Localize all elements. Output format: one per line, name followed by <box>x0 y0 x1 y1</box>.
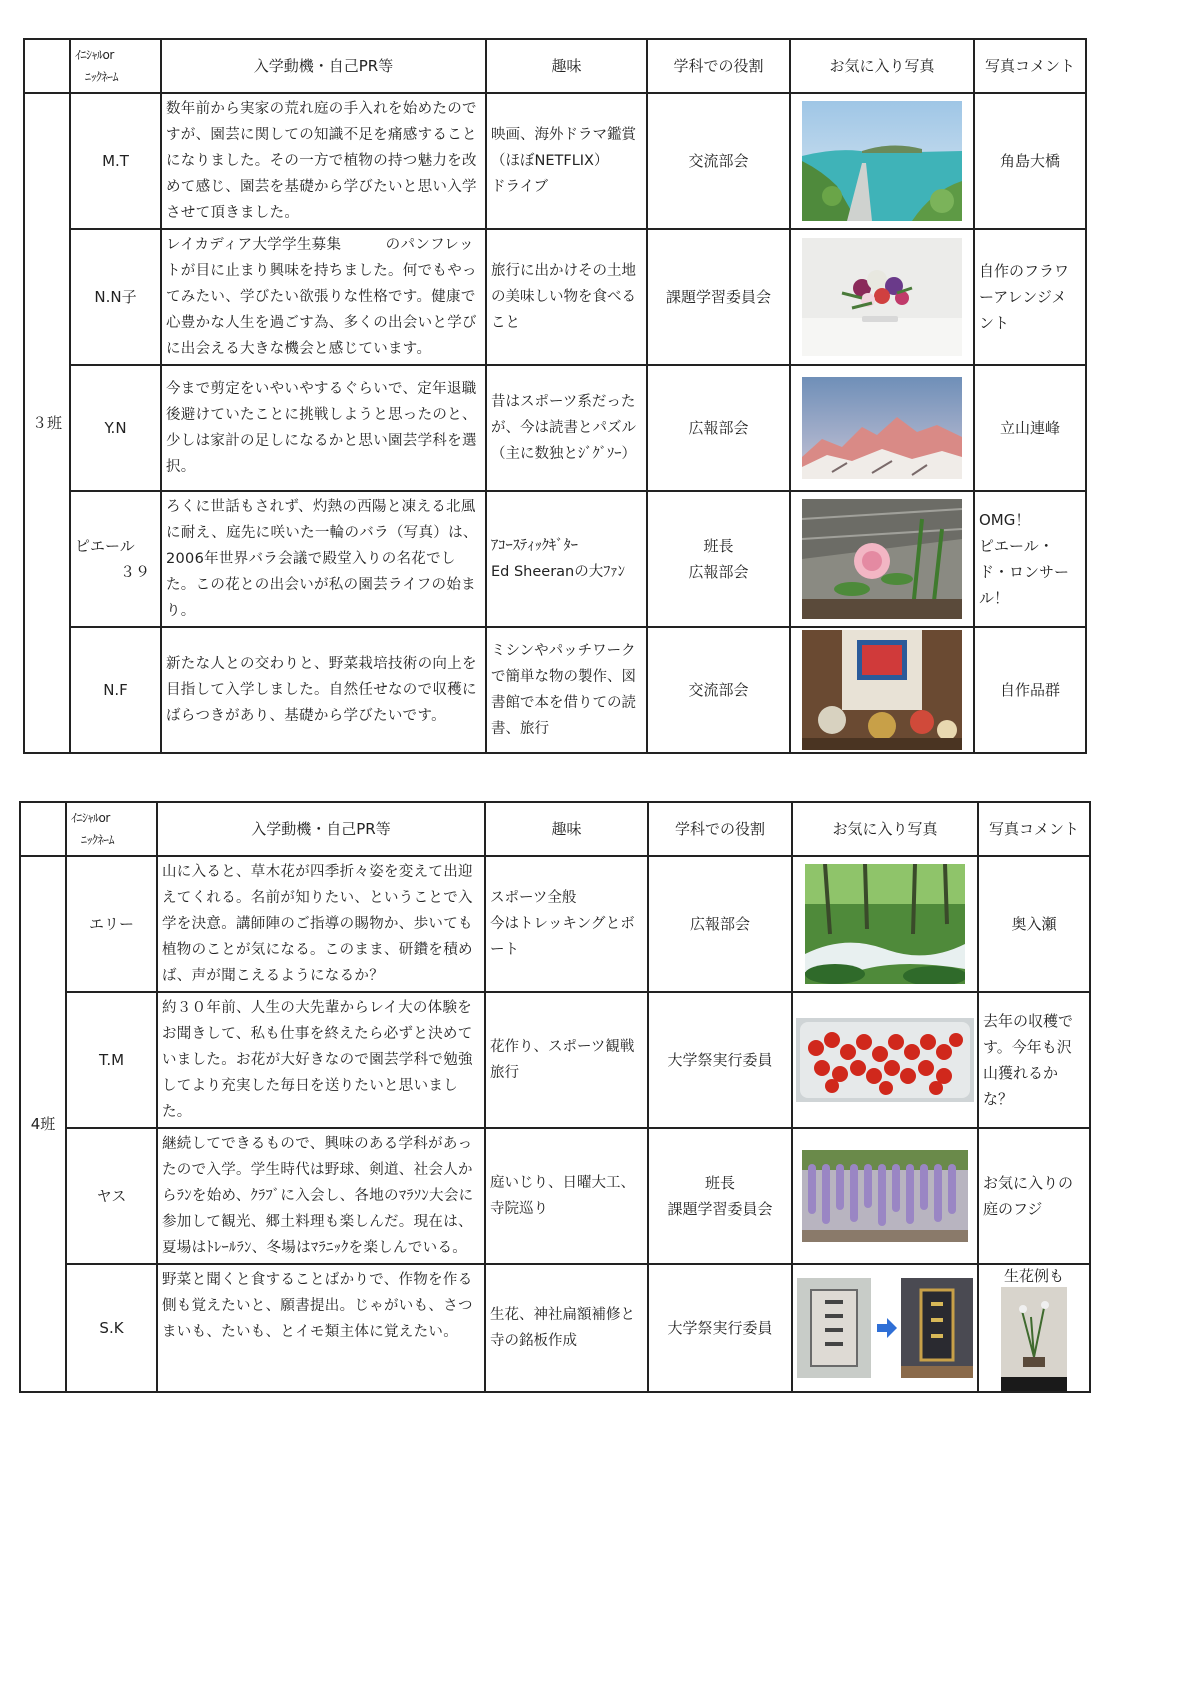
photo-cell <box>790 365 974 491</box>
shrine-plaques-photo <box>795 1276 975 1380</box>
table-row <box>20 992 1090 1128</box>
header-photo: お気に入り写真 <box>790 39 974 93</box>
photo-cell <box>790 93 974 229</box>
member-name: S.K <box>66 1264 157 1392</box>
member-hobby: 旅行に出かけその土地の美味しい物を食べること <box>486 229 647 365</box>
member-name: ピエール ３９ <box>70 491 161 627</box>
member-role: 広報部会 <box>647 365 790 491</box>
member-pr: 今まで剪定をいやいやするぐらいで、定年退職後避けていたことに挑戦しようと思ったのと、少しは家計の足しになるかと思い園芸学科を選択。 <box>161 365 486 491</box>
member-name: T.M <box>66 992 157 1128</box>
header-hobby: 趣味 <box>486 39 647 93</box>
header-pr: 入学動機・自己PR等 <box>157 802 485 856</box>
member-hobby: 庭いじり、日曜大工、寺院巡り <box>485 1128 648 1264</box>
header-role: 学科での役割 <box>648 802 792 856</box>
table-row <box>24 229 1086 365</box>
table-row <box>24 93 1086 229</box>
member-role: 班長 広報部会 <box>647 491 790 627</box>
member-name: N.N子 <box>70 229 161 365</box>
member-name: エリー <box>66 856 157 992</box>
member-role: 広報部会 <box>648 856 792 992</box>
handmade-crafts-photo <box>802 630 962 750</box>
member-role: 交流部会 <box>647 93 790 229</box>
member-comment: 奥入瀬 <box>978 856 1090 992</box>
photo-cell <box>792 992 978 1128</box>
member-comment: OMG！ ピエール・ド・ロンサール！ <box>974 491 1086 627</box>
group-name: ３班 <box>24 93 70 753</box>
photo-cell <box>792 1264 978 1392</box>
photo-cell <box>978 1264 1090 1392</box>
table-row <box>20 1128 1090 1264</box>
member-comment: 去年の収穫です。今年も沢山獲れるかな？ <box>978 992 1090 1128</box>
member-role: 交流部会 <box>647 627 790 753</box>
header-row <box>24 39 1086 93</box>
member-pr: 約３０年前、人生の大先輩からレイ大の体験をお聞きして、私も仕事を終えたら必ずと決めていました。お花が大好きなので園芸学科で勉強してより充実した毎日を送りたいと思いました。 <box>157 992 485 1128</box>
group4-table <box>19 801 1091 1393</box>
arrow-right-icon <box>877 1318 897 1338</box>
header-blank <box>20 802 66 856</box>
member-hobby: ｱｺｰｽﾃｨｯｸｷﾞﾀｰ Ed Sheeranの大ﾌｧﾝ <box>486 491 647 627</box>
photo-cell <box>790 627 974 753</box>
header-blank <box>24 39 70 93</box>
member-pr: ろくに世話もされず、灼熱の西陽と凍える北風に耐え、庭先に咲いた一輪のバラ（写真）は、2006年世界バラ会議で殿堂入りの名花でした。この花との出会いが私の園芸ライフの始まり。 <box>161 491 486 627</box>
header-role: 学科での役割 <box>647 39 790 93</box>
member-name: M.T <box>70 93 161 229</box>
header-row <box>20 802 1090 856</box>
ikebana-photo <box>1001 1287 1067 1391</box>
member-hobby: 花作り、スポーツ観戦 旅行 <box>485 992 648 1128</box>
header-comment: 写真コメント <box>974 39 1086 93</box>
flower-arrangement-photo <box>802 238 962 356</box>
header-initial: ｲﾆｼｬﾙor ﾆｯｸﾈｰﾑ <box>66 802 157 856</box>
member-name: N.F <box>70 627 161 753</box>
table-row <box>20 1264 1090 1392</box>
member-hobby: スポーツ全般 今はトレッキングとボート <box>485 856 648 992</box>
group3-table <box>23 38 1087 754</box>
member-comment: 自作のフラワーアレンジメント <box>974 229 1086 365</box>
group-name: 4班 <box>20 856 66 1392</box>
table-row <box>24 491 1086 627</box>
header-comment: 写真コメント <box>978 802 1090 856</box>
member-comment: 角島大橋 <box>974 93 1086 229</box>
member-pr: 継続してできるもので、興味のある学科があったので入学。学生時代は野球、剣道、社会人からﾗﾝを始め、ｸﾗﾌﾞに入会し、各地のﾏﾗｿﾝ大会に参加して観光、郷土料理も楽しんだ。現在は、夏場はﾄﾚｰﾙﾗﾝ、冬場はﾏﾗﾆｯｸを楽しんでいる。 <box>157 1128 485 1264</box>
member-pr: 新たな人との交わりと、野菜栽培技術の向上を目指して入学しました。自然任せなので収穫にばらつきがあり、基礎から学びたいです。 <box>161 627 486 753</box>
photo-cell <box>790 229 974 365</box>
member-pr: 数年前から実家の荒れ庭の手入れを始めたのですが、園芸に関しての知識不足を痛感することになりました。その一方で植物の持つ魅力を改めて感じ、園芸を基礎から学びたいと思い入学させて頂きました。 <box>161 93 486 229</box>
member-comment: お気に入りの庭のフジ <box>978 1128 1090 1264</box>
mountain-stream-photo <box>805 864 965 984</box>
header-hobby: 趣味 <box>485 802 648 856</box>
member-pr: 野菜と聞くと食することばかりで、作物を作る側も覚えたいと、願書提出。じゃがいも、さつまいも、たいも、とイモ類主体に覚えたい。 <box>157 1264 485 1392</box>
table-row <box>20 856 1090 992</box>
member-name: Y.N <box>70 365 161 491</box>
member-role: 班長 課題学習委員会 <box>648 1128 792 1264</box>
cherry-tomatoes-photo <box>796 1018 974 1102</box>
member-name: ヤス <box>66 1128 157 1264</box>
member-hobby: 昔はスポーツ系だったが、今は読書とパズル（主に数独とｼﾞｸﾞｿｰ） <box>486 365 647 491</box>
photo-cell <box>792 1128 978 1264</box>
header-photo: お気に入り写真 <box>792 802 978 856</box>
mountain-range-photo <box>802 377 962 479</box>
bridge-sea-photo <box>802 101 962 221</box>
photo-cell <box>792 856 978 992</box>
header-initial: ｲﾆｼｬﾙor ﾆｯｸﾈｰﾑ <box>70 39 161 93</box>
member-hobby: 生花、神社扁額補修と寺の銘板作成 <box>485 1264 648 1392</box>
member-role: 大学祭実行委員 <box>648 992 792 1128</box>
header-pr: 入学動機・自己PR等 <box>161 39 486 93</box>
rose-photo <box>802 499 962 619</box>
member-pr: 山に入ると、草木花が四季折々姿を変えて出迎えてくれる。名前が知りたい、ということで入学を決意。講師陣のご指導の賜物か、歩いても植物のことが気になる。このまま、研鑽を積めば、声が聞こえるようになるか？ <box>157 856 485 992</box>
member-comment: 生花例も <box>1003 1267 1064 1285</box>
member-comment: 立山連峰 <box>974 365 1086 491</box>
wisteria-photo <box>802 1150 968 1242</box>
member-hobby: ミシンやパッチワークで簡単な物の製作、図書館で本を借りての読書、旅行 <box>486 627 647 753</box>
table-row <box>24 365 1086 491</box>
member-hobby: 映画、海外ドラマ鑑賞 （ほぼNETFLIX） ドライブ <box>486 93 647 229</box>
photo-cell <box>790 491 974 627</box>
table-row <box>24 627 1086 753</box>
member-role: 大学祭実行委員 <box>648 1264 792 1392</box>
member-comment: 自作品群 <box>974 627 1086 753</box>
member-role: 課題学習委員会 <box>647 229 790 365</box>
member-pr: レイカディア大学学生募集 のパンフレットが目に止まり興味を持ちました。何でもやってみたい、学びたい欲張りな性格です。健康で心豊かな人生を過ごす為、多くの出会いと学びに出会える大きな機会と感じています。 <box>161 229 486 365</box>
